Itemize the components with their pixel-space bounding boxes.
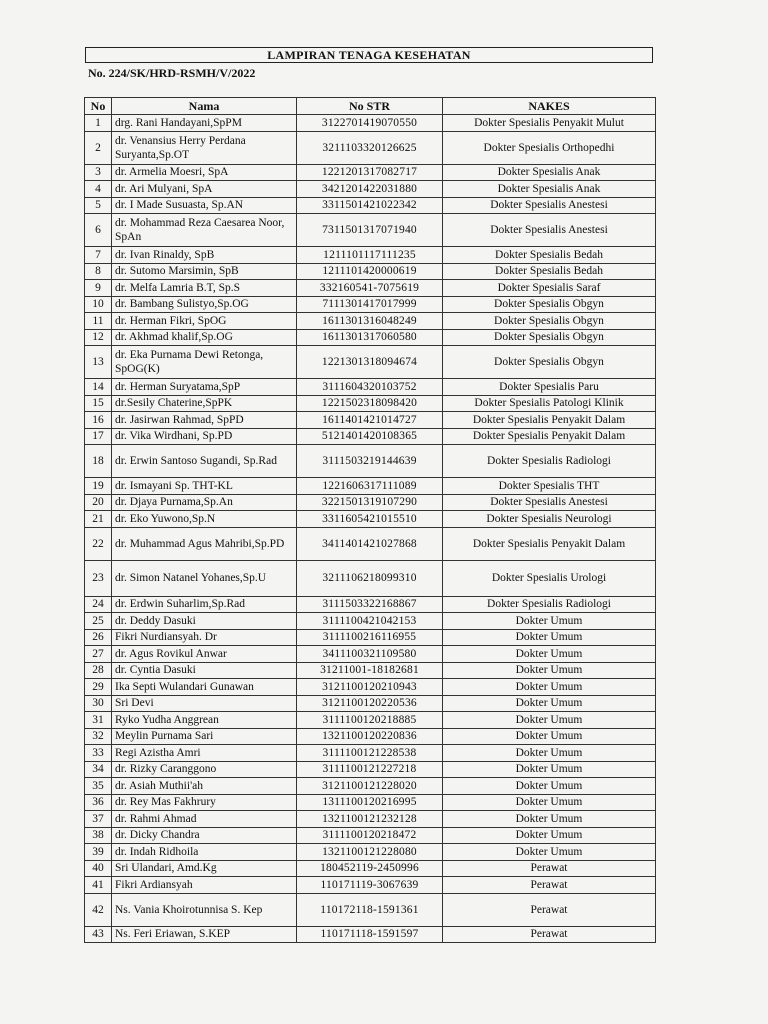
row-str-number: 3111100121228538 xyxy=(297,745,443,762)
row-name: Fikri Ardiansyah xyxy=(112,877,297,894)
row-str-number: 3121100120210943 xyxy=(297,679,443,696)
row-number: 15 xyxy=(85,395,112,412)
row-nakes: Dokter Umum xyxy=(443,712,656,729)
table-row xyxy=(85,395,656,412)
row-name: dr. Ivan Rinaldy, SpB xyxy=(112,247,297,264)
row-nakes: Dokter Spesialis Obgyn xyxy=(443,346,656,379)
table-row xyxy=(85,214,656,247)
row-str-number: 1321100121228080 xyxy=(297,844,443,861)
row-name: dr. Akhmad khalif,Sp.OG xyxy=(112,329,297,346)
row-nakes: Dokter Spesialis Obgyn xyxy=(443,329,656,346)
row-nakes: Dokter Umum xyxy=(443,613,656,630)
row-number: 29 xyxy=(85,679,112,696)
table-row xyxy=(85,247,656,264)
row-number: 9 xyxy=(85,280,112,297)
row-number: 36 xyxy=(85,794,112,811)
document-number: No. 224/SK/HRD-RSMH/V/2022 xyxy=(88,66,256,80)
row-name: dr. Rey Mas Fakhrury xyxy=(112,794,297,811)
row-number: 38 xyxy=(85,827,112,844)
row-str-number: 110171119-3067639 xyxy=(297,877,443,894)
row-nakes: Dokter Umum xyxy=(443,629,656,646)
row-nakes: Dokter Spesialis Penyakit Dalam xyxy=(443,412,656,429)
row-number: 3 xyxy=(85,164,112,181)
row-nakes: Perawat xyxy=(443,860,656,877)
row-number: 22 xyxy=(85,527,112,560)
row-number: 13 xyxy=(85,346,112,379)
row-nakes: Dokter Spesialis THT xyxy=(443,478,656,495)
row-nakes: Perawat xyxy=(443,877,656,894)
row-nakes: Dokter Spesialis Anestesi xyxy=(443,214,656,247)
row-number: 1 xyxy=(85,115,112,132)
row-str-number: 3122701419070550 xyxy=(297,115,443,132)
row-nakes: Dokter Spesialis Saraf xyxy=(443,280,656,297)
row-number: 43 xyxy=(85,926,112,943)
table-row xyxy=(85,412,656,429)
row-nakes: Dokter Spesialis Obgyn xyxy=(443,296,656,313)
table-row xyxy=(85,181,656,198)
row-str-number: 3411401421027868 xyxy=(297,527,443,560)
row-nakes: Dokter Umum xyxy=(443,761,656,778)
row-name: dr. Dicky Chandra xyxy=(112,827,297,844)
row-number: 19 xyxy=(85,478,112,495)
row-str-number: 7311501317071940 xyxy=(297,214,443,247)
row-str-number: 1221301318094674 xyxy=(297,346,443,379)
row-name: dr. Erdwin Suharlim,Sp.Rad xyxy=(112,596,297,613)
table-row xyxy=(85,794,656,811)
row-name: dr. Djaya Purnama,Sp.An xyxy=(112,494,297,511)
row-nakes: Dokter Spesialis Orthopedhi xyxy=(443,131,656,164)
row-str-number: 1611301317060580 xyxy=(297,329,443,346)
row-number: 28 xyxy=(85,662,112,679)
row-str-number: 3221501319107290 xyxy=(297,494,443,511)
row-name: dr. Rizky Caranggono xyxy=(112,761,297,778)
row-name: dr. I Made Susuasta, Sp.AN xyxy=(112,197,297,214)
row-str-number: 1211101420000619 xyxy=(297,263,443,280)
row-nakes: Dokter Spesialis Paru xyxy=(443,379,656,396)
row-name: dr. Vika Wirdhani, Sp.PD xyxy=(112,428,297,445)
row-number: 26 xyxy=(85,629,112,646)
row-str-number: 1611401421014727 xyxy=(297,412,443,429)
row-str-number: 3111604320103752 xyxy=(297,379,443,396)
row-nakes: Dokter Spesialis Anak xyxy=(443,181,656,198)
row-nakes: Dokter Spesialis Penyakit Dalam xyxy=(443,527,656,560)
row-str-number: 110172118-1591361 xyxy=(297,893,443,926)
row-name: Ns. Vania Khoirotunnisa S. Kep xyxy=(112,893,297,926)
row-name: Ns. Feri Eriawan, S.KEP xyxy=(112,926,297,943)
row-name: dr. Sutomo Marsimin, SpB xyxy=(112,263,297,280)
row-name: dr. Erwin Santoso Sugandi, Sp.Rad xyxy=(112,445,297,478)
row-name: dr. Mohammad Reza Caesarea Noor, SpAn xyxy=(112,214,297,247)
row-nakes: Perawat xyxy=(443,926,656,943)
row-name: dr. Ismayani Sp. THT-KL xyxy=(112,478,297,495)
table-row xyxy=(85,877,656,894)
row-number: 30 xyxy=(85,695,112,712)
row-name: dr. Rahmi Ahmad xyxy=(112,811,297,828)
table-row xyxy=(85,197,656,214)
row-nakes: Dokter Spesialis Penyakit Dalam xyxy=(443,428,656,445)
table-row xyxy=(85,527,656,560)
row-number: 4 xyxy=(85,181,112,198)
row-nakes: Dokter Umum xyxy=(443,827,656,844)
row-name: Ryko Yudha Anggrean xyxy=(112,712,297,729)
table-row xyxy=(85,428,656,445)
row-str-number: 1221606317111089 xyxy=(297,478,443,495)
row-number: 20 xyxy=(85,494,112,511)
table-row xyxy=(85,844,656,861)
row-number: 5 xyxy=(85,197,112,214)
row-nakes: Dokter Umum xyxy=(443,811,656,828)
table-row xyxy=(85,926,656,943)
table-row xyxy=(85,379,656,396)
row-number: 23 xyxy=(85,560,112,596)
row-name: dr. Simon Natanel Yohanes,Sp.U xyxy=(112,560,297,596)
row-name: dr.Sesily Chaterine,SpPK xyxy=(112,395,297,412)
header-str: No STR xyxy=(297,98,443,115)
row-str-number: 1321100120220836 xyxy=(297,728,443,745)
row-str-number: 110171118-1591597 xyxy=(297,926,443,943)
row-str-number: 3211103320126625 xyxy=(297,131,443,164)
table-row xyxy=(85,560,656,596)
row-nakes: Dokter Spesialis Obgyn xyxy=(443,313,656,330)
row-nakes: Dokter Spesialis Urologi xyxy=(443,560,656,596)
row-number: 32 xyxy=(85,728,112,745)
row-nakes: Dokter Spesialis Radiologi xyxy=(443,596,656,613)
row-number: 39 xyxy=(85,844,112,861)
row-name: dr. Bambang Sulistyo,Sp.OG xyxy=(112,296,297,313)
row-str-number: 3411100321109580 xyxy=(297,646,443,663)
row-nakes: Dokter Spesialis Patologi Klinik xyxy=(443,395,656,412)
table-row xyxy=(85,728,656,745)
table-row xyxy=(85,695,656,712)
row-number: 35 xyxy=(85,778,112,795)
table-row xyxy=(85,893,656,926)
row-str-number: 3421201422031880 xyxy=(297,181,443,198)
row-nakes: Dokter Umum xyxy=(443,745,656,762)
row-name: dr. Ari Mulyani, SpA xyxy=(112,181,297,198)
row-name: dr. Jasirwan Rahmad, SpPD xyxy=(112,412,297,429)
row-number: 25 xyxy=(85,613,112,630)
row-name: dr. Asiah Muthii'ah xyxy=(112,778,297,795)
row-nakes: Dokter Umum xyxy=(443,695,656,712)
table-row xyxy=(85,280,656,297)
table-row xyxy=(85,662,656,679)
row-number: 16 xyxy=(85,412,112,429)
row-str-number: 1611301316048249 xyxy=(297,313,443,330)
row-nakes: Dokter Umum xyxy=(443,794,656,811)
row-name: Ika Septi Wulandari Gunawan xyxy=(112,679,297,696)
row-number: 11 xyxy=(85,313,112,330)
row-nakes: Perawat xyxy=(443,893,656,926)
table-row xyxy=(85,596,656,613)
row-name: dr. Armelia Moesri, SpA xyxy=(112,164,297,181)
table-row xyxy=(85,629,656,646)
row-name: Sri Ulandari, Amd.Kg xyxy=(112,860,297,877)
table-row xyxy=(85,827,656,844)
row-number: 40 xyxy=(85,860,112,877)
header-no: No xyxy=(85,98,112,115)
row-nakes: Dokter Spesialis Anak xyxy=(443,164,656,181)
row-nakes: Dokter Umum xyxy=(443,662,656,679)
table-row xyxy=(85,263,656,280)
row-str-number: 3111503322168867 xyxy=(297,596,443,613)
row-str-number: 7111301417017999 xyxy=(297,296,443,313)
row-number: 41 xyxy=(85,877,112,894)
row-str-number: 1221201317082717 xyxy=(297,164,443,181)
document-title: LAMPIRAN TENAGA KESEHATAN xyxy=(85,47,653,63)
row-str-number: 3111100121227218 xyxy=(297,761,443,778)
table-row xyxy=(85,646,656,663)
table-row xyxy=(85,761,656,778)
row-str-number: 3111100120218885 xyxy=(297,712,443,729)
table-row xyxy=(85,712,656,729)
row-name: dr. Herman Suryatama,SpP xyxy=(112,379,297,396)
row-number: 6 xyxy=(85,214,112,247)
row-name: Meylin Purnama Sari xyxy=(112,728,297,745)
row-name: dr. Deddy Dasuki xyxy=(112,613,297,630)
row-name: dr. Cyntia Dasuki xyxy=(112,662,297,679)
table-row xyxy=(85,745,656,762)
row-nakes: Dokter Umum xyxy=(443,679,656,696)
row-str-number: 3211106218099310 xyxy=(297,560,443,596)
row-str-number: 3311605421015510 xyxy=(297,511,443,528)
row-str-number: 180452119-2450996 xyxy=(297,860,443,877)
row-nakes: Dokter Umum xyxy=(443,728,656,745)
row-number: 2 xyxy=(85,131,112,164)
row-number: 42 xyxy=(85,893,112,926)
row-number: 33 xyxy=(85,745,112,762)
row-name: dr. Indah Ridhoila xyxy=(112,844,297,861)
row-name: Fikri Nurdiansyah. Dr xyxy=(112,629,297,646)
row-nakes: Dokter Spesialis Bedah xyxy=(443,247,656,264)
row-str-number: 1211101117111235 xyxy=(297,247,443,264)
row-str-number: 31211001-18182681 xyxy=(297,662,443,679)
table-row xyxy=(85,445,656,478)
header-nakes: NAKES xyxy=(443,98,656,115)
row-nakes: Dokter Umum xyxy=(443,778,656,795)
row-name: dr. Muhammad Agus Mahribi,Sp.PD xyxy=(112,527,297,560)
table-row xyxy=(85,296,656,313)
table-row xyxy=(85,511,656,528)
table-row xyxy=(85,860,656,877)
table-row xyxy=(85,778,656,795)
row-str-number: 1321100121232128 xyxy=(297,811,443,828)
row-name: Sri Devi xyxy=(112,695,297,712)
table-row xyxy=(85,613,656,630)
row-number: 27 xyxy=(85,646,112,663)
health-staff-table xyxy=(84,97,656,943)
table-row xyxy=(85,313,656,330)
row-name: dr. Melfa Lamria B.T, Sp.S xyxy=(112,280,297,297)
row-number: 24 xyxy=(85,596,112,613)
row-str-number: 332160541-7075619 xyxy=(297,280,443,297)
table-row xyxy=(85,115,656,132)
row-nakes: Dokter Umum xyxy=(443,646,656,663)
row-number: 31 xyxy=(85,712,112,729)
row-name: dr. Eko Yuwono,Sp.N xyxy=(112,511,297,528)
row-nakes: Dokter Spesialis Penyakit Mulut xyxy=(443,115,656,132)
row-number: 34 xyxy=(85,761,112,778)
row-name: dr. Venansius Herry Perdana Suryanta,Sp.OT xyxy=(112,131,297,164)
row-name: dr. Agus Rovikul Anwar xyxy=(112,646,297,663)
row-str-number: 3111503219144639 xyxy=(297,445,443,478)
row-nakes: Dokter Spesialis Bedah xyxy=(443,263,656,280)
row-number: 10 xyxy=(85,296,112,313)
row-nakes: Dokter Spesialis Anestesi xyxy=(443,197,656,214)
row-str-number: 3121100121228020 xyxy=(297,778,443,795)
row-str-number: 3111100120218472 xyxy=(297,827,443,844)
header-nama: Nama xyxy=(112,98,297,115)
table-row xyxy=(85,811,656,828)
row-str-number: 5121401420108365 xyxy=(297,428,443,445)
row-str-number: 3111100421042153 xyxy=(297,613,443,630)
table-row xyxy=(85,131,656,164)
table-row xyxy=(85,164,656,181)
row-name: drg. Rani Handayani,SpPM xyxy=(112,115,297,132)
row-number: 7 xyxy=(85,247,112,264)
row-nakes: Dokter Spesialis Anestesi xyxy=(443,494,656,511)
row-number: 8 xyxy=(85,263,112,280)
row-str-number: 3111100216116955 xyxy=(297,629,443,646)
row-str-number: 3311501421022342 xyxy=(297,197,443,214)
row-str-number: 1311100120216995 xyxy=(297,794,443,811)
table-header-row xyxy=(85,98,656,115)
row-nakes: Dokter Spesialis Neurologi xyxy=(443,511,656,528)
row-number: 37 xyxy=(85,811,112,828)
table-row xyxy=(85,329,656,346)
table-row xyxy=(85,494,656,511)
row-number: 12 xyxy=(85,329,112,346)
row-number: 21 xyxy=(85,511,112,528)
row-str-number: 1221502318098420 xyxy=(297,395,443,412)
row-number: 18 xyxy=(85,445,112,478)
row-name: dr. Herman Fikri, SpOG xyxy=(112,313,297,330)
row-number: 14 xyxy=(85,379,112,396)
row-name: dr. Eka Purnama Dewi Retonga, SpOG(K) xyxy=(112,346,297,379)
row-nakes: Dokter Spesialis Radiologi xyxy=(443,445,656,478)
row-name: Regi Azistha Amri xyxy=(112,745,297,762)
table-row xyxy=(85,679,656,696)
row-str-number: 3121100120220536 xyxy=(297,695,443,712)
row-nakes: Dokter Umum xyxy=(443,844,656,861)
table-row xyxy=(85,478,656,495)
table-row xyxy=(85,346,656,379)
row-number: 17 xyxy=(85,428,112,445)
